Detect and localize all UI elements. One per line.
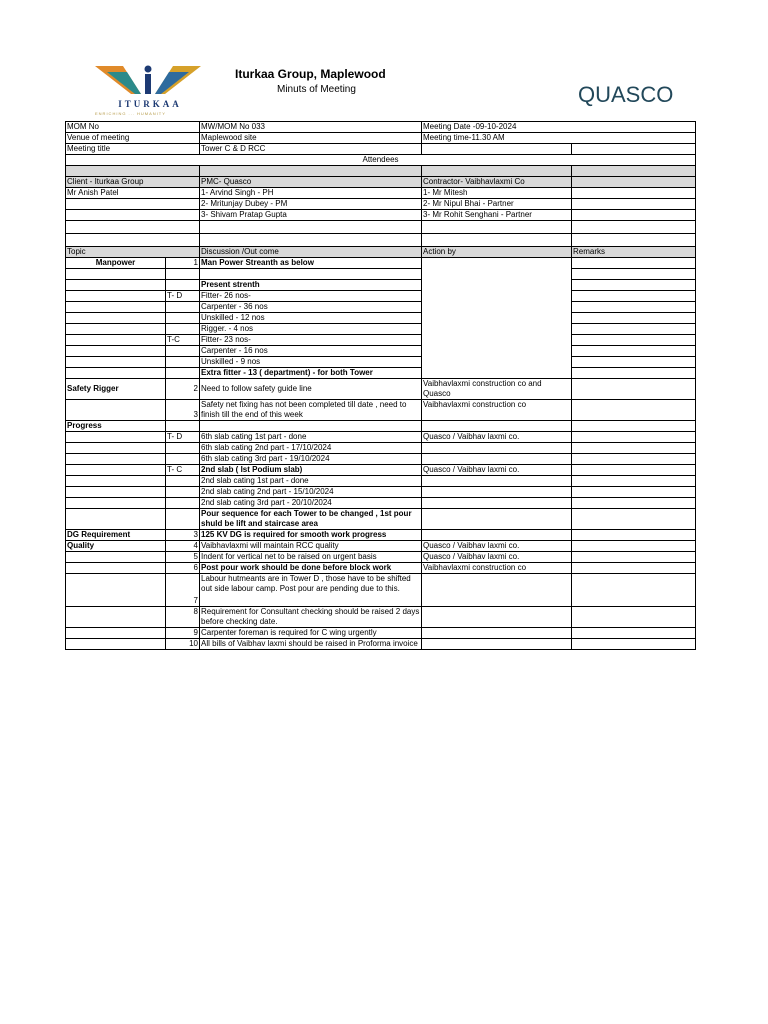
document-subtitle: Minuts of Meeting xyxy=(277,84,356,95)
client-attendee: Mr Anish Patel xyxy=(66,188,200,199)
topic-cell: Safety Rigger xyxy=(66,379,166,400)
title-value: Tower C & D RCC xyxy=(200,144,422,155)
discussion-cell: Rigger. - 4 nos xyxy=(200,324,422,335)
topic-cell: Manpower xyxy=(66,258,166,269)
pmc-attendee: 3- Shivam Pratap Gupta xyxy=(200,210,422,221)
action-cell: Vaibhavlaxmi construction co and Quasco xyxy=(422,379,572,400)
contractor-attendee: 1- Mr Mitesh xyxy=(422,188,572,199)
discussion-cell: Post pour work should be done before block work xyxy=(200,563,422,574)
action-cell: Vaibhavlaxmi construction co xyxy=(422,563,572,574)
attendee-row xyxy=(66,210,696,221)
item-number: 9 xyxy=(166,628,200,639)
item-number: 6 xyxy=(166,563,200,574)
item-number: 1 xyxy=(166,258,200,269)
attendee-row xyxy=(66,199,696,210)
discussion-cell: Labour hutmeants are in Tower D , those have to be shifted out side labour camp. Post pour are pending due to this. xyxy=(200,574,422,607)
item-number: 2 xyxy=(166,379,200,400)
topic-cell: DG Requirement xyxy=(66,530,166,541)
info-row-venue xyxy=(66,133,696,144)
discussion-cell: Carpenter - 16 nos xyxy=(200,346,422,357)
discussion-cell: Fitter- 26 nos- xyxy=(200,291,422,302)
discussion-cell: 2nd slab cating 3rd part - 20/10/2024 xyxy=(200,498,422,509)
discussion-cell: Need to follow safety guide line xyxy=(200,379,422,400)
topic-cell: Quality xyxy=(66,541,166,552)
attendees-row xyxy=(66,155,696,166)
table-row xyxy=(66,541,696,552)
discussion-cell: Carpenter - 36 nos xyxy=(200,302,422,313)
discussion-cell: Unskilled - 9 nos xyxy=(200,357,422,368)
meeting-date: Meeting Date -09-10-2024 xyxy=(422,122,696,133)
venue-label: Venue of meeting xyxy=(66,133,200,144)
table-row xyxy=(66,324,696,335)
action-cell: Vaibhavlaxmi construction co xyxy=(422,400,572,421)
pmc-attendee: 2- Mritunjay Dubey - PM xyxy=(200,199,422,210)
table-row xyxy=(66,258,696,269)
discussion-cell: Carpenter foreman is required for C wing urgently xyxy=(200,628,422,639)
client-header: Client - Iturkaa Group xyxy=(66,177,200,188)
table-row xyxy=(66,607,696,628)
discussion-cell: Man Power Streanth as below xyxy=(200,258,422,269)
table-row xyxy=(66,432,696,443)
item-number: 3 xyxy=(166,400,200,421)
table-row xyxy=(66,454,696,465)
mom-no-value: MW/MOM No 033 xyxy=(200,122,422,133)
discussion-cell: 125 KV DG is required for smooth work progress xyxy=(200,530,422,541)
table-row xyxy=(66,563,696,574)
discussion-cell: Fitter- 23 nos- xyxy=(200,335,422,346)
mom-no-label: MOM No xyxy=(66,122,200,133)
topic-header: Topic xyxy=(66,247,200,258)
table-row xyxy=(66,346,696,357)
discussion-cell: Vaibhavlaxmi will maintain RCC quality xyxy=(200,541,422,552)
attendees-label: Attendees xyxy=(66,155,696,166)
remarks-header: Remarks xyxy=(572,247,696,258)
logo-tagline: ENRICHING ... HUMANITY xyxy=(95,111,166,116)
table-row xyxy=(66,443,696,454)
table-row xyxy=(66,400,696,421)
table-row xyxy=(66,509,696,530)
tower-label: T- D xyxy=(166,432,200,443)
discussion-cell: Safety net fixing has not been completed till date , need to finish till the end of this week xyxy=(200,400,422,421)
attendee-header-row xyxy=(66,177,696,188)
table-row xyxy=(66,302,696,313)
quasco-wordmark: QUASCO xyxy=(578,82,674,107)
meeting-time: Meeting time-11.30 AM xyxy=(422,133,696,144)
column-header-row xyxy=(66,247,696,258)
table-row xyxy=(66,335,696,346)
table-row xyxy=(66,476,696,487)
table-row xyxy=(66,530,696,541)
table-row xyxy=(66,639,696,650)
discussion-header: Discussion /Out come xyxy=(200,247,422,258)
item-number: 4 xyxy=(166,541,200,552)
discussion-cell: Indent for vertical net to be raised on urgent basis xyxy=(200,552,422,563)
contractor-attendee: 2- Mr Nipul Bhai - Partner xyxy=(422,199,572,210)
discussion-cell: Unskilled - 12 nos xyxy=(200,313,422,324)
document-title: Iturkaa Group, Maplewood xyxy=(235,67,386,81)
topic-cell: Progress xyxy=(66,421,166,432)
table-row xyxy=(66,421,696,432)
info-row-title xyxy=(66,144,696,155)
tower-label: T- D xyxy=(166,291,200,302)
quasco-logo xyxy=(578,82,673,108)
item-number: 5 xyxy=(166,552,200,563)
table-row xyxy=(66,368,696,379)
table-row xyxy=(66,465,696,476)
tower-label: T- C xyxy=(166,465,200,476)
table-row xyxy=(66,291,696,302)
action-header: Action by xyxy=(422,247,572,258)
contractor-attendee: 3- Mr Rohit Senghani - Partner xyxy=(422,210,572,221)
pmc-header: PMC- Quasco xyxy=(200,177,422,188)
info-row-mom xyxy=(66,122,696,133)
discussion-cell: 2nd slab cating 1st part - done xyxy=(200,476,422,487)
discussion-cell: 6th slab cating 2nd part - 17/10/2024 xyxy=(200,443,422,454)
attendee-row xyxy=(66,188,696,199)
item-number: 3 xyxy=(166,530,200,541)
discussion-cell: Requirement for Consultant checking should be raised 2 days before checking date. xyxy=(200,607,422,628)
discussion-cell: All bills of Vaibhav laxmi should be raised in Proforma invoice xyxy=(200,639,422,650)
contractor-header: Contractor- Vaibhavlaxmi Co xyxy=(422,177,572,188)
action-cell: Quasco / Vaibhav laxmi co. xyxy=(422,541,572,552)
table-row xyxy=(66,498,696,509)
table-row xyxy=(66,487,696,498)
discussion-cell: Present strenth xyxy=(200,280,422,291)
tower-label: T-C xyxy=(166,335,200,346)
iturkaa-logo xyxy=(65,64,235,118)
action-cell: Quasco / Vaibhav laxmi co. xyxy=(422,432,572,443)
item-number: 8 xyxy=(166,607,200,628)
item-number: 10 xyxy=(166,639,200,650)
table-row xyxy=(66,280,696,291)
logo-wordmark: ITURKAA xyxy=(118,99,182,109)
pmc-attendee: 1- Arvind Singh - PH xyxy=(200,188,422,199)
venue-value: Maplewood site xyxy=(200,133,422,144)
discussion-cell: Pour sequence for each Tower to be changed , 1st pour shuld be lift and staircase area xyxy=(200,509,422,530)
table-row xyxy=(66,628,696,639)
document-header xyxy=(65,62,695,120)
action-cell: Quasco / Vaibhav laxmi co. xyxy=(422,552,572,563)
discussion-cell: 6th slab cating 3rd part - 19/10/2024 xyxy=(200,454,422,465)
table-row xyxy=(66,552,696,563)
table-row xyxy=(66,313,696,324)
table-row xyxy=(66,379,696,400)
discussion-cell: 6th slab cating 1st part - done xyxy=(200,432,422,443)
discussion-cell: 2nd slab cating 2nd part - 15/10/2024 xyxy=(200,487,422,498)
table-row xyxy=(66,357,696,368)
discussion-cell: 2nd slab ( Ist Podium slab) xyxy=(200,465,422,476)
title-label: Meeting title xyxy=(66,144,200,155)
action-cell: Quasco / Vaibhav laxmi co. xyxy=(422,465,572,476)
discussion-cell: Extra fitter - 13 ( department) - for both Tower xyxy=(200,368,422,379)
item-number: 7 xyxy=(166,574,200,607)
iturkaa-logo-icon xyxy=(93,64,203,98)
minutes-table xyxy=(65,121,696,650)
table-row xyxy=(66,574,696,607)
